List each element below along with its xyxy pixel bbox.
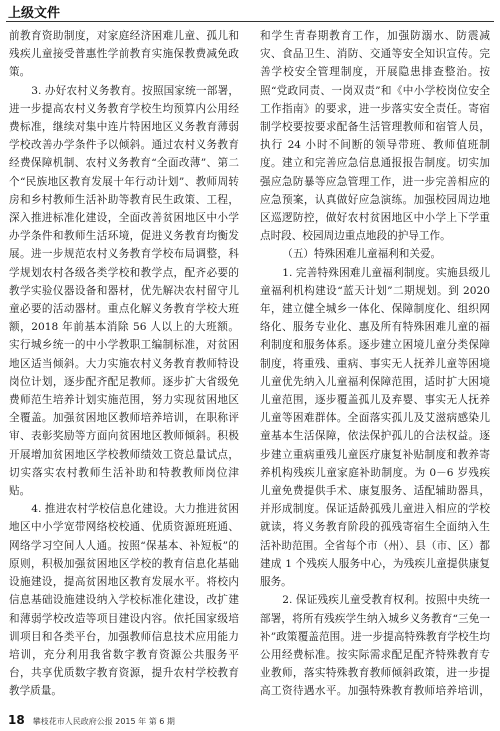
left-paragraph-2: 3. 办好农村义务教育。按照国家统一部署，进一步提高农村义务教育学校生均预算内公用经费标准，继续对集中连片特困地区义务教育薄弱学校改善办学条件予以倾斜。通过农村义务教育经费保障机制、农村义务教育“全面改薄”、第二个“民族地区教育发展十年行动计划”、教师周转房和乡村教师生活补助等教育民生政策、工程，深入推进标准化建设，全面改善贫困地区中小学办学条件和教师生活环境，促进义务教育均衡发展。进一步规范农村义务教育学校布局调整，科学规划农村各级各类学校和教学点，配齐必要的教学实验仪器设备和器材，优先解决农村留守儿童必要的活动器材。重点化解义务教育学校大班额，2018 年前基本消除 56 人以上的大班额。实行城乡统一的中小学教职工编制标准，对贫困地区适当倾斜。大力实施农村义务教育教师特设岗位计划，逐步配齐配足教师。逐步扩大省级免费师范生培养计划实施范围，努力实现贫困地区全覆盖。加强贫困地区教师培养培训，在职称评审、表彰奖励等方面向贫困地区教师倾斜。积极开展增加贫困地区学校教师绩效工资总量试点，切实落实农村教师生活补助和特教教师岗位津贴。 xyxy=(9,84,239,498)
page-footer xyxy=(8,713,492,727)
header-rule xyxy=(6,21,494,22)
right-column xyxy=(260,27,490,701)
right-paragraph-2: 1. 完善特殊困难儿童福利制度。实施县级儿童福利机构建设“蓝天计划”二期规划。到 2020 年，建立健全城乡一体化、保障制度化、组织网络化、服务专业化、惠及所有特殊困难儿童的福利制度和服务体系。逐步建立困境儿童分类保障制度，将重残、重病、事实无人抚养儿童等困境儿童优先纳入儿童福利保障范围，适时扩大困境儿童范围，逐步覆盖孤儿及弃婴、事实无人抚养儿童等困难群体。全面落实孤儿及艾滋病感染儿童基本生活保障，依法保护孤儿的合法权益。逐步建立重病重残儿童医疗康复补贴制度和教养寄养机构残疾儿童家庭补助制度。为 0－6 岁残疾儿童免费提供手术、康复服务、适配辅助器具，并形成制度。保证适龄孤残儿童进入相应的学校就读，将义务教育阶段的孤残寄宿生全面纳入生活补助范围。全省每个市（州）、县（市、区）都建成 1 个残疾人服务中心，为残疾儿童提供康复服务。 xyxy=(260,266,490,589)
publication-info: 攀枝花市人民政府公报 2015 年 第 6 期 xyxy=(32,717,175,726)
section-header: 上级文件 xyxy=(8,6,61,21)
left-column xyxy=(9,27,239,701)
right-paragraph-3: 2. 保证残疾儿童受教育权利。按照中央统一部署，将所有残疾学生纳入城乡义务教育“三免一补”政策覆盖范围。进一步提高特殊教育学校生均公用经费标准。按实际需求配足配齐特殊教育专业教师，落实特殊教育教师倾斜政策，进一步提高工资待遇水平。加强特殊教育教师培养培训， xyxy=(260,594,490,698)
left-paragraph-1: 前教育资助制度，对家庭经济困难儿童、孤儿和残疾儿童接受普惠性学前教育实施保教费减免政策。 xyxy=(9,30,239,79)
left-paragraph-3: 4. 推进农村学校信息化建设。大力推进贫困地区中小学宽带网络校校通、优质资源班班通、网络学习空间人人通。按照“保基本、补短板”的原则，积极加强贫困地区学校的教育信息化基础设施建设，提高贫困地区教育发展水平。将校内信息基础设施建设纳入学校标准化建设，改扩建和薄弱学校改造等项目建设内容。依托国家级培训项目和各类平台，加强教师信息技术应用能力培训，充分利用我省数字教育资源公共服务平台，共享优质数字教育资源，提升农村学校教育教学质量。 xyxy=(9,503,239,698)
section-heading: （五）特殊困难儿童福利和关爱。 xyxy=(282,248,442,261)
right-paragraph-1: 和学生青春期教育工作，加强防溺水、防震减灾、食品卫生、消防、交通等安全知识宣传。完善学校安全管理制度，开展隐患排查整治。按照“党政同责、一岗双责”和《中小学校岗位安全工作指南》的要求，进一步落实安全责任。寄宿制学校要按要求配备生活管理教师和宿管人员，执行 24 小时不间断的领导带班、教师值班制度。建立和完善应急信息通报报告制度。切实加强应急防暴等应急管理工作，进一步完善相应的应急预案，认真做好应急演练。加强校园周边地区巡逻防控，做好农村贫困地区中小学上下学重点时段、校园周边重点地段的护导工作。 xyxy=(260,30,490,243)
page-number: 18 xyxy=(8,713,25,727)
